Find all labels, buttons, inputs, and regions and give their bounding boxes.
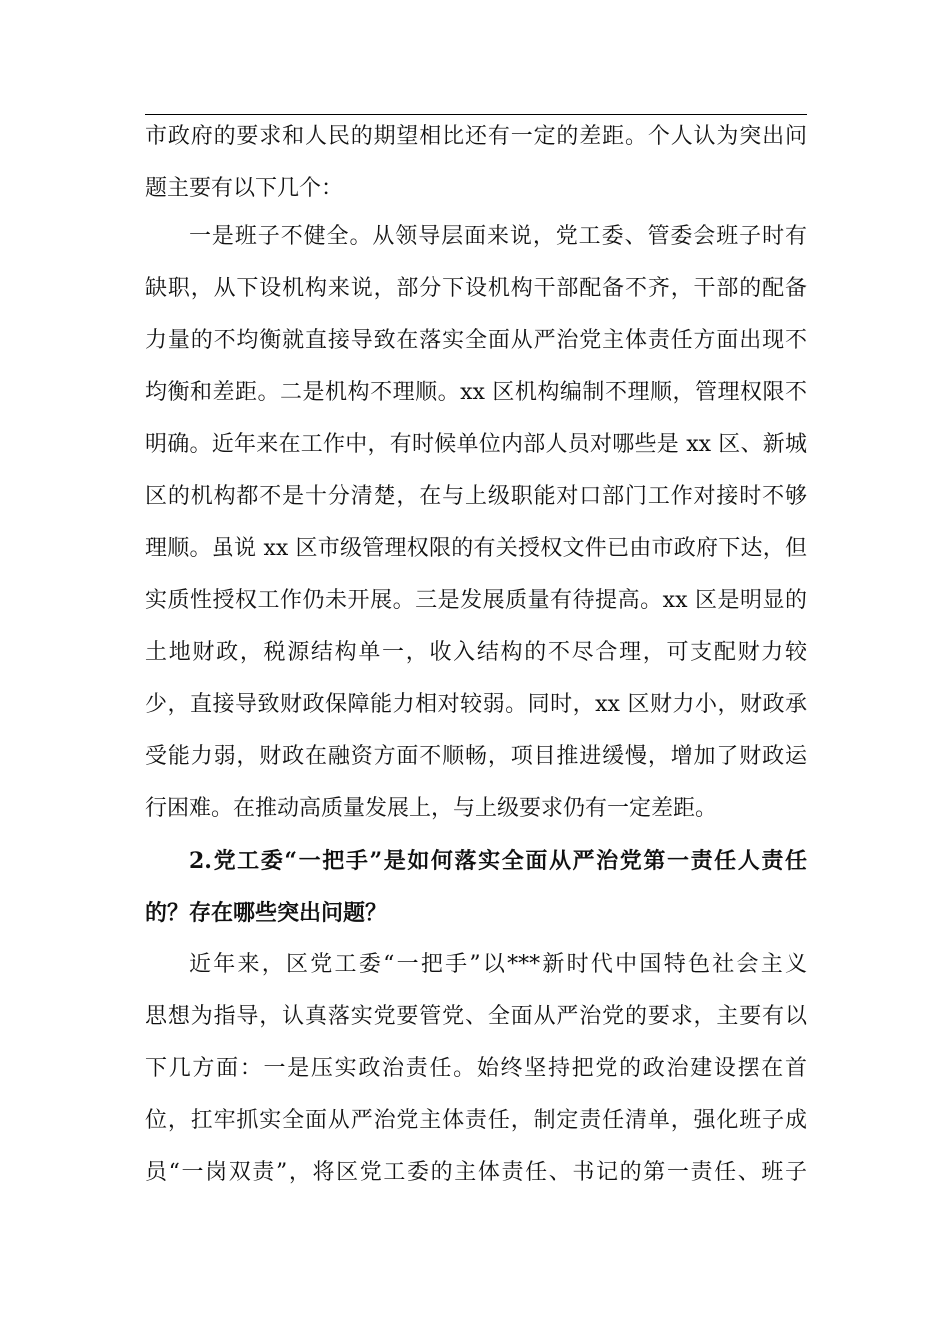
paragraph-line: 行困难。在推动高质量发展上，与上级要求仍有一定差距。 xyxy=(145,796,718,821)
paragraph-line: 思想为指导，认真落实党要管党、全面从严治党的要求，主要有以 xyxy=(145,1004,807,1029)
paragraph-line: 受能力弱，财政在融资方面不顺畅，项目推进缓慢，增加了财政运 xyxy=(145,744,807,769)
header-rule xyxy=(145,114,807,115)
section-heading-line: 2.党工委“一把手”是如何落实全面从严治党第一责任人责任 xyxy=(189,848,807,874)
section-heading-line: 的？存在哪些突出问题？ xyxy=(145,900,388,926)
paragraph-line: 近年来，区党工委“一把手”以***新时代中国特色社会主义 xyxy=(189,952,807,977)
paragraph-line: 下几方面：一是压实政治责任。始终坚持把党的政治建设摆在首 xyxy=(145,1056,807,1081)
paragraph-line: 区的机构都不是十分清楚，在与上级职能对口部门工作对接时不够 xyxy=(145,484,807,509)
paragraph-line: 均衡和差距。二是机构不理顺。xx 区机构编制不理顺，管理权限不 xyxy=(145,380,807,405)
paragraph-line: 位，扛牢抓实全面从严治党主体责任，制定责任清单，强化班子成 xyxy=(145,1108,807,1133)
paragraph-line: 少，直接导致财政保障能力相对较弱。同时，xx 区财力小，财政承 xyxy=(145,692,807,717)
paragraph-line: 缺职，从下设机构来说，部分下设机构干部配备不齐，干部的配备 xyxy=(145,276,807,301)
paragraph-line: 题主要有以下几个： xyxy=(145,176,344,201)
paragraph-line: 明确。近年来在工作中，有时候单位内部人员对哪些是 xx 区、新城 xyxy=(145,432,807,457)
paragraph-line: 理顺。虽说 xx 区市级管理权限的有关授权文件已由市政府下达，但 xyxy=(145,536,807,561)
paragraph-line: 实质性授权工作仍未开展。三是发展质量有待提高。xx 区是明显的 xyxy=(145,588,807,613)
paragraph-line: 一是班子不健全。从领导层面来说，党工委、管委会班子时有 xyxy=(189,224,807,249)
paragraph-line: 力量的不均衡就直接导致在落实全面从严治党主体责任方面出现不 xyxy=(145,328,807,353)
paragraph-line: 土地财政，税源结构单一，收入结构的不尽合理，可支配财力较 xyxy=(145,640,807,665)
paragraph-line: 员“一岗双责”，将区党工委的主体责任、书记的第一责任、班子 xyxy=(145,1160,807,1185)
paragraph-line: 市政府的要求和人民的期望相比还有一定的差距。个人认为突出问 xyxy=(145,124,807,149)
